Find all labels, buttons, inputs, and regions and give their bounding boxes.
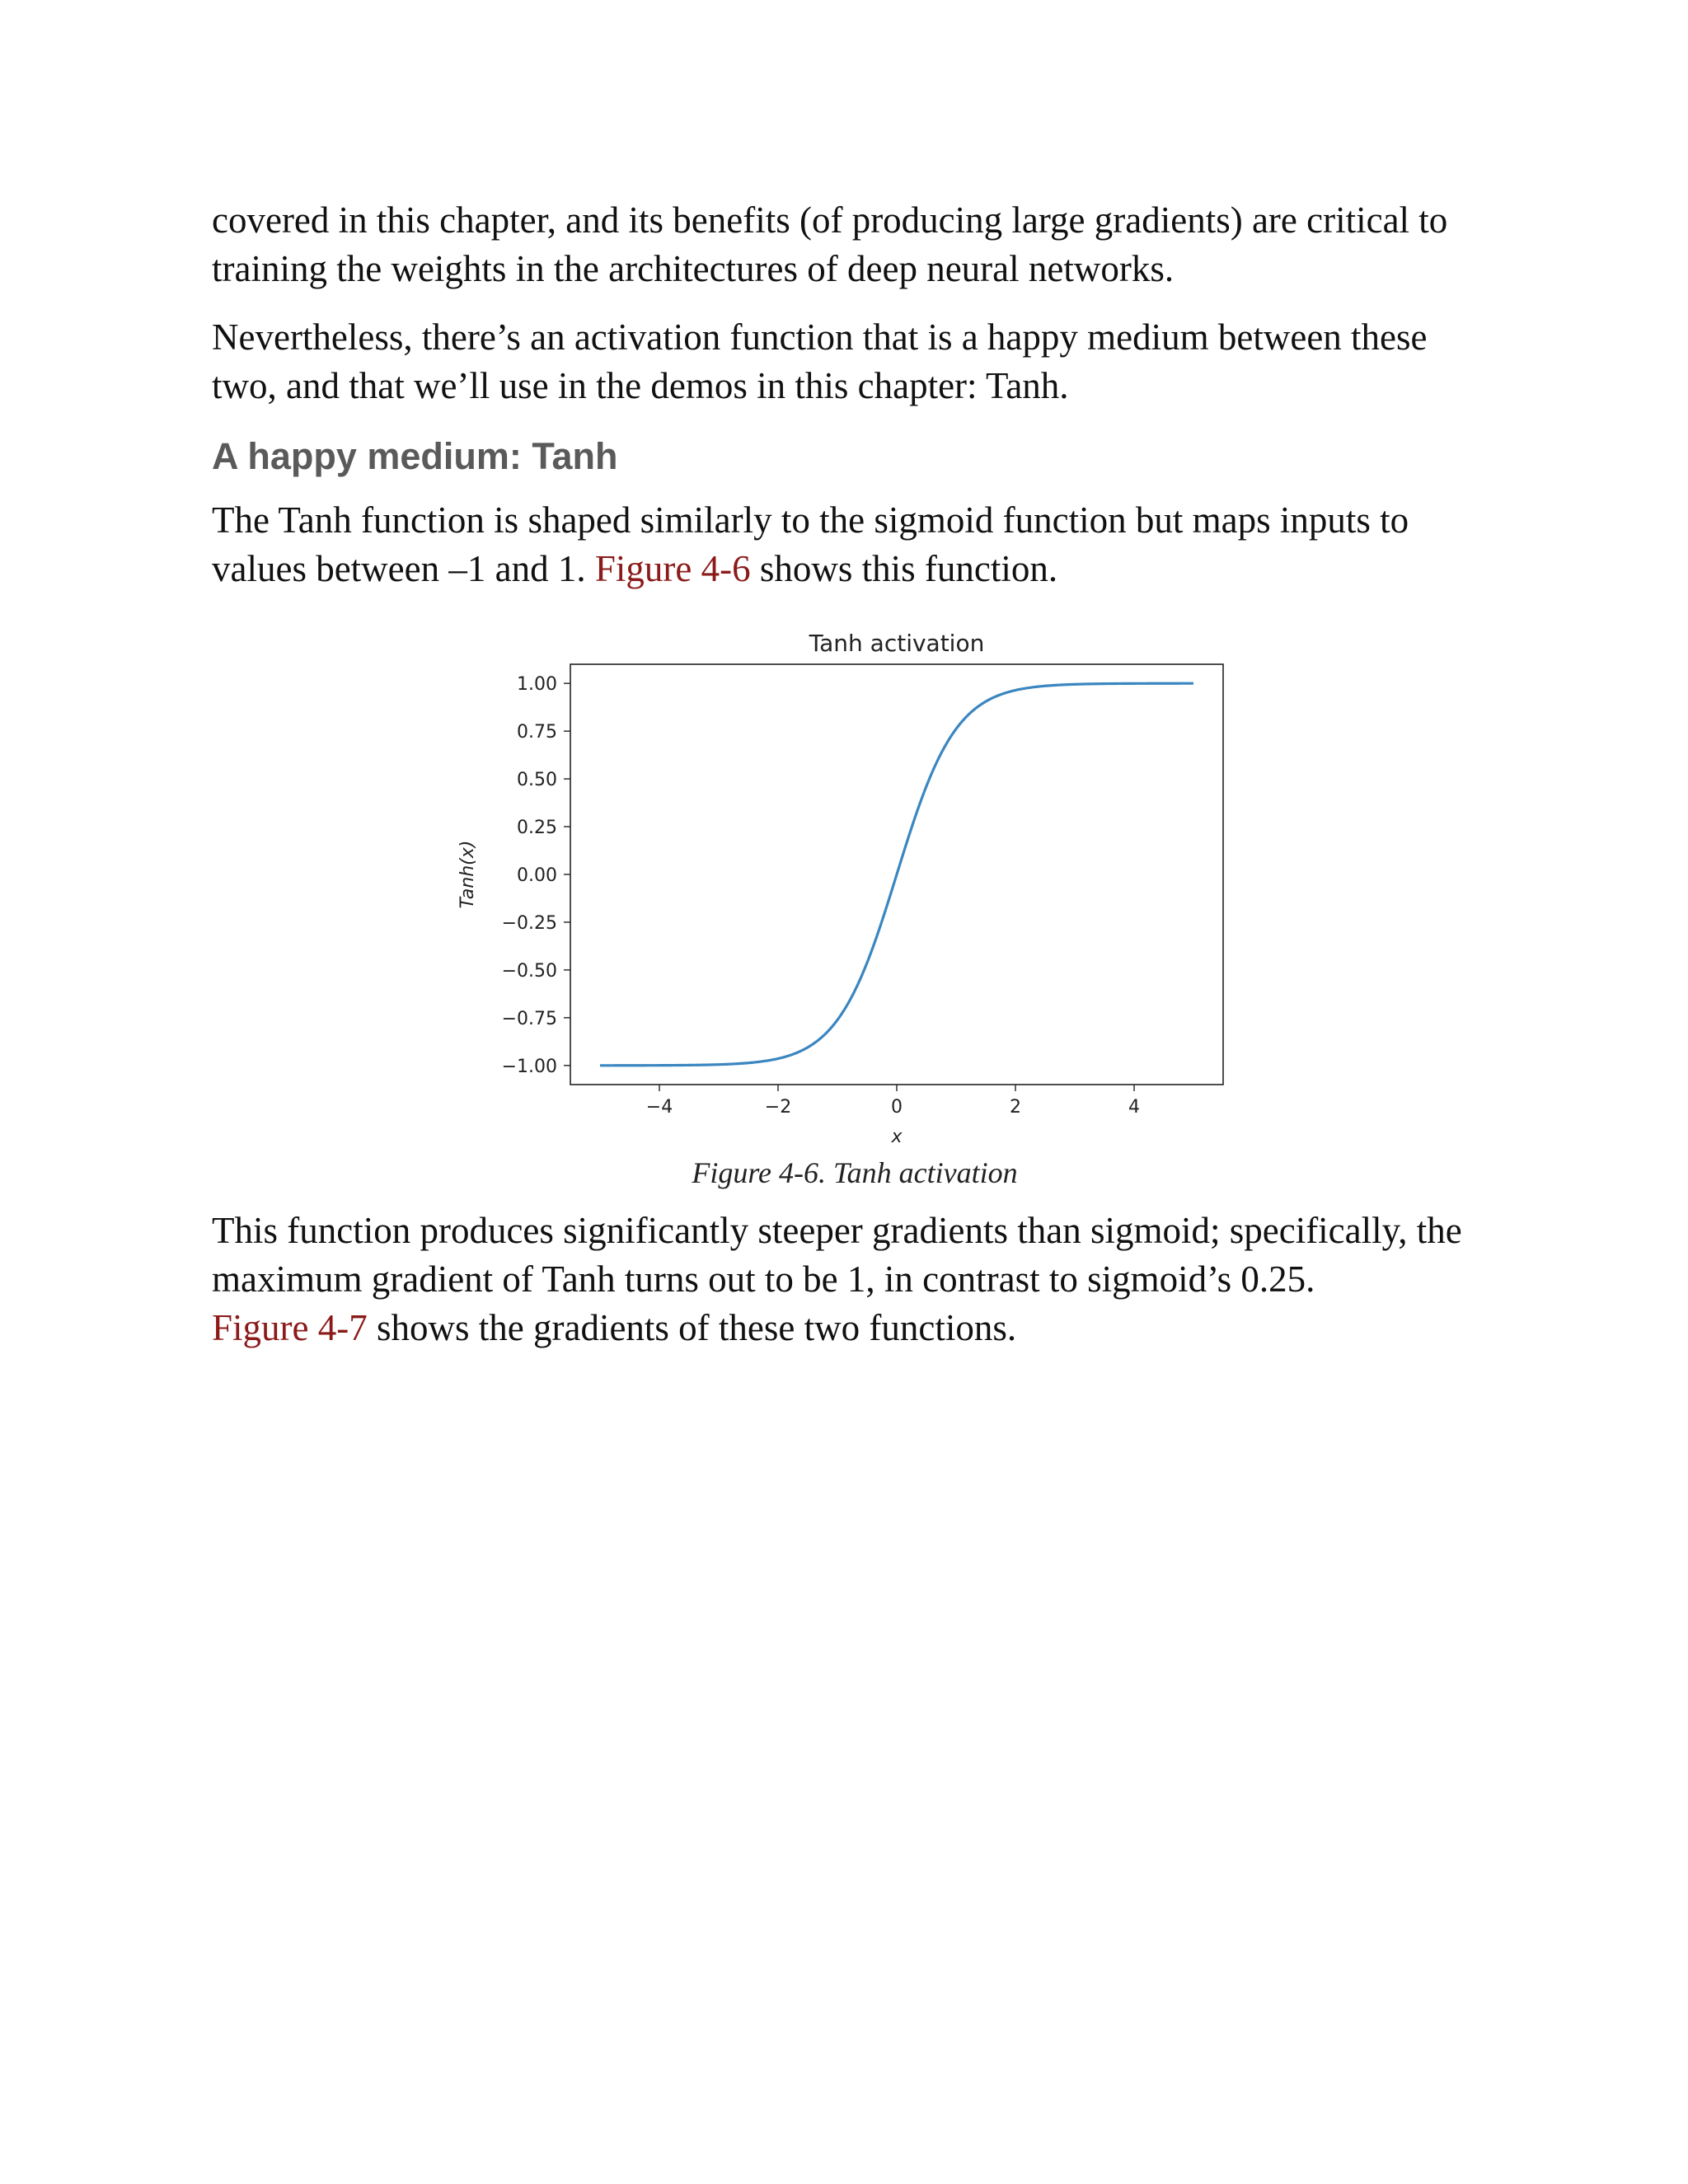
x-axis-label: x xyxy=(891,1127,903,1147)
paragraph-intro: covered in this chapter, and its benefits (of producing large gradients) are critical to training the weights in the architectures of deep neural networks. xyxy=(212,199,1448,289)
y-tick-label: −0.50 xyxy=(501,960,557,982)
x-tick-label: 2 xyxy=(1010,1097,1021,1118)
paragraph-happy-medium: Nevertheless, there’s an activation function that is a happy medium between these two, and that we’ll use in the demos in this chapter: Tanh. xyxy=(212,316,1428,406)
x-tick-label: −2 xyxy=(764,1097,792,1118)
x-tick-label: 0 xyxy=(891,1097,903,1118)
x-tick-label: 4 xyxy=(1128,1097,1140,1118)
figure-4-7-link[interactable]: Figure 4-7 xyxy=(212,1307,368,1348)
y-tick-label: 0.75 xyxy=(517,722,557,743)
chart-title: Tanh activation xyxy=(809,630,985,657)
paragraph-gradients: This function produces significantly steeper gradients than sigmoid; specifically, the maximum gradient of Tanh turns out to be 1, in contrast to sigmoid’s 0.25. xyxy=(212,1210,1462,1300)
figure-tanh xyxy=(212,613,1498,1207)
y-axis-label: Tanh(x) xyxy=(457,840,478,909)
paragraph-text: shows this function. xyxy=(750,548,1058,589)
y-tick-label: −0.25 xyxy=(501,912,557,934)
y-tick-label: 0.00 xyxy=(517,865,557,886)
series-line-tanh xyxy=(600,683,1193,1066)
x-tick-label: −4 xyxy=(645,1097,673,1118)
tanh-chart xyxy=(212,613,1498,1149)
y-tick-label: −1.00 xyxy=(501,1056,557,1077)
paragraph-text: shows the gradients of these two functions. xyxy=(367,1307,1017,1348)
figure-4-6-link[interactable]: Figure 4-6 xyxy=(594,548,751,589)
y-tick-label: 0.25 xyxy=(517,818,557,839)
paragraph-tanh-description xyxy=(212,496,1498,593)
section-heading: A happy medium: Tanh xyxy=(212,435,618,477)
paragraph-figure-ref xyxy=(212,1304,1498,1352)
page-content xyxy=(212,196,1498,1372)
paragraph-text: The Tanh function is shaped similarly to the sigmoid function but maps inputs to values between –1 and 1. xyxy=(212,499,1409,589)
figure-caption: Figure 4-6. Tanh activation xyxy=(692,1156,1018,1189)
y-tick-label: 1.00 xyxy=(517,674,557,696)
y-tick-label: −0.75 xyxy=(501,1008,557,1029)
y-tick-label: 0.50 xyxy=(517,770,557,791)
